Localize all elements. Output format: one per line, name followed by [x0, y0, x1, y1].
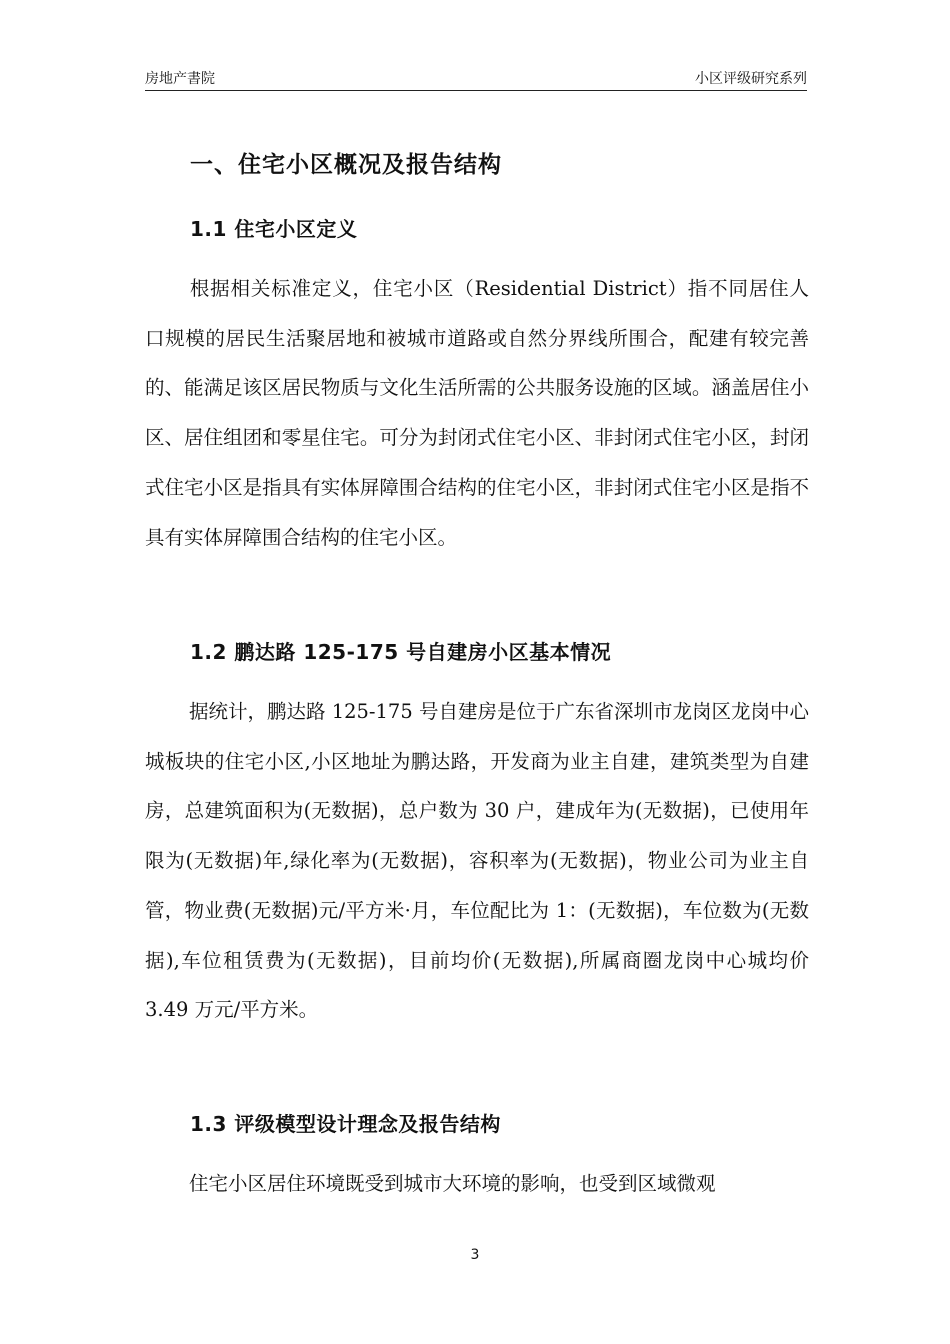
subsection-heading-1-1: 1.1 住宅小区定义 [190, 217, 358, 241]
paragraph-model-design [145, 1159, 809, 1209]
subsection-heading-1-3: 1.3 评级模型设计理念及报告结构 [190, 1112, 501, 1136]
page-number: 3 [470, 1247, 480, 1263]
page-header [145, 66, 807, 91]
subsection-heading-1-2: 1.2 鹏达路 125-175 号自建房小区基本情况 [190, 640, 612, 664]
header-series-title: 小区评级研究系列 [695, 71, 807, 87]
paragraph-definition [145, 264, 809, 562]
section-heading: 一、住宅小区概况及报告结构 [190, 152, 502, 178]
paragraph-basic-info [145, 687, 809, 1035]
header-publisher: 房地产書院 [145, 71, 215, 87]
paragraph-model-design-text: 住宅小区居住环境既受到城市大环境的影响，也受到区域微观 [189, 1172, 716, 1195]
paragraph-definition-text: 根据相关标准定义，住宅小区（Residential District）指不同居住人口规模的居民生活聚居地和被城市道路或自然分界线所围合，配建有较完善的、能满足该区居民物质与文化生活所需的公共服务设施的区域。涵盖居住小区、居住组团和零星住宅。可分为封闭式住宅小区、非封闭式住宅小区，封闭式住宅小区是指具有实体屏障围合结构的住宅小区，非封闭式住宅小区是指不具有实体屏障围合结构的住宅小区。 [145, 277, 809, 549]
paragraph-basic-info-text: 据统计，鹏达路 125-175 号自建房是位于广东省深圳市龙岗区龙岗中心城板块的住宅小区,小区地址为鹏达路，开发商为业主自建，建筑类型为自建房，总建筑面积为(无数据)，总户数为 30 户，建成年为(无数据)，已使用年限为(无数据)年,绿化率为(无数据)，容积率为(无数据)，物业公司为业主自管，物业费(无数据)元/平方米·月，车位配比为 1：(无数据)，车位数为(无数据),车位租赁费为(无数据)，目前均价(无数据),所属商圈龙岗中心城均价 3.49 万元/平方米。 [145, 700, 809, 1022]
